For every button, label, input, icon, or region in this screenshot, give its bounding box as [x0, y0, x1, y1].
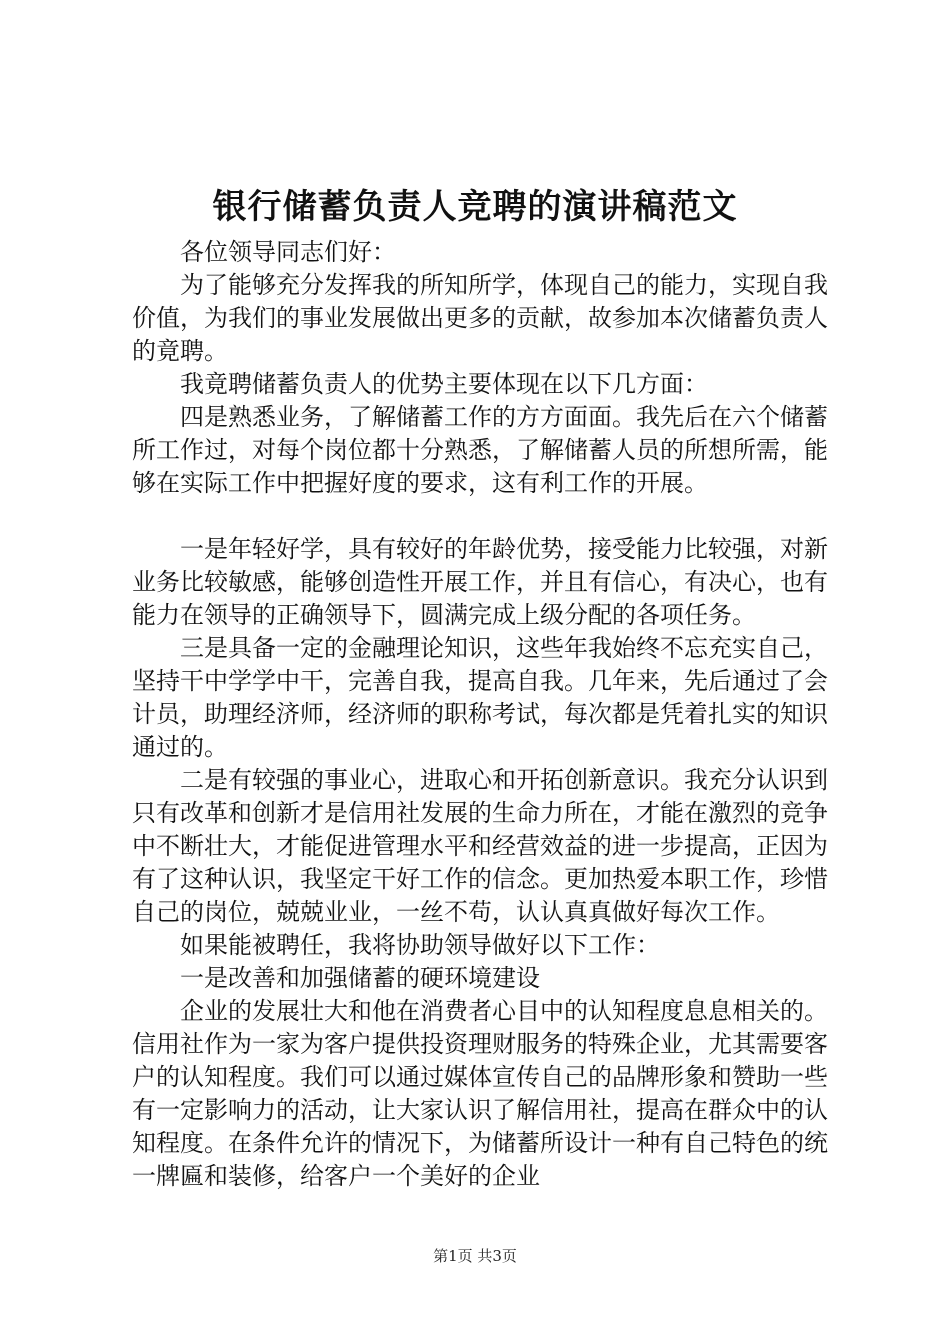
paragraph-advantage-three: 三是具备一定的金融理论知识，这些年我始终不忘充实自己，坚持干中学学中干，完善自我，提高自我。几年来，先后通过了会计员，助理经济师，经济师的职称考试，每次都是凭着扎实的知识通过的。 [132, 634, 828, 761]
paragraph-greeting: 各位领导同志们好： [180, 238, 396, 266]
paragraph-advantage-four: 四是熟悉业务，了解储蓄工作的方方面面。我先后在六个储蓄所工作过，对每个岗位都十分熟悉，了解储蓄人员的所想所需，能够在实际工作中把握好度的要求，这有利工作的开展。 [132, 403, 828, 497]
paragraph-advantages-lead: 我竟聘储蓄负责人的优势主要体现在以下几方面： [180, 370, 708, 398]
blank-line [132, 500, 828, 533]
document-title: 银行储蓄负责人竞聘的演讲稿范文 [212, 187, 738, 227]
paragraph-advantage-two: 二是有较强的事业心，进取心和开拓创新意识。我充分认识到只有改革和创新才是信用社发展的生命力所在，才能在激烈的竞争中不断壮大，才能促进管理水平和经营效益的进一步提高，正因为有了这种认识，我坚定干好工作的信念。更加热爱本职工作，珍惜自己的岗位，兢兢业业，一丝不苟，认认真真做好每次工作。 [132, 766, 828, 926]
paragraph-intro: 为了能够充分发挥我的所知所学，体现自己的能力，实现自我价值，为我们的事业发展做出更多的贡献，故参加本次储蓄负责人的竟聘。 [132, 271, 828, 365]
paragraph-advantage-one: 一是年轻好学，具有较好的年龄优势，接受能力比较强，对新业务比较敏感，能够创造性开展工作，并且有信心，有决心，也有能力在领导的正确领导下，圆满完成上级分配的各项任务。 [132, 535, 828, 629]
paragraph-plan-one-body: 企业的发展壮大和他在消费者心目中的认知程度息息相关的。信用社作为一家为客户提供投资理财服务的特殊企业，尤其需要客户的认知程度。我们可以通过媒体宣传自己的品牌形象和赞助一些有一定影响力的活动，让大家认识了解信用社，提高在群众中的认知程度。在条件允许的情况下，为储蓄所设计一种有自己特色的统一牌匾和装修，给客户一个美好的企业 [132, 997, 828, 1190]
page-number-footer: 第1页 共3页 [433, 1247, 517, 1265]
paragraph-plan-one-heading: 一是改善和加强储蓄的硬环境建设 [180, 964, 540, 992]
document-body [132, 236, 828, 1193]
paragraph-plan-lead: 如果能被聘任，我将协助领导做好以下工作： [180, 931, 660, 959]
